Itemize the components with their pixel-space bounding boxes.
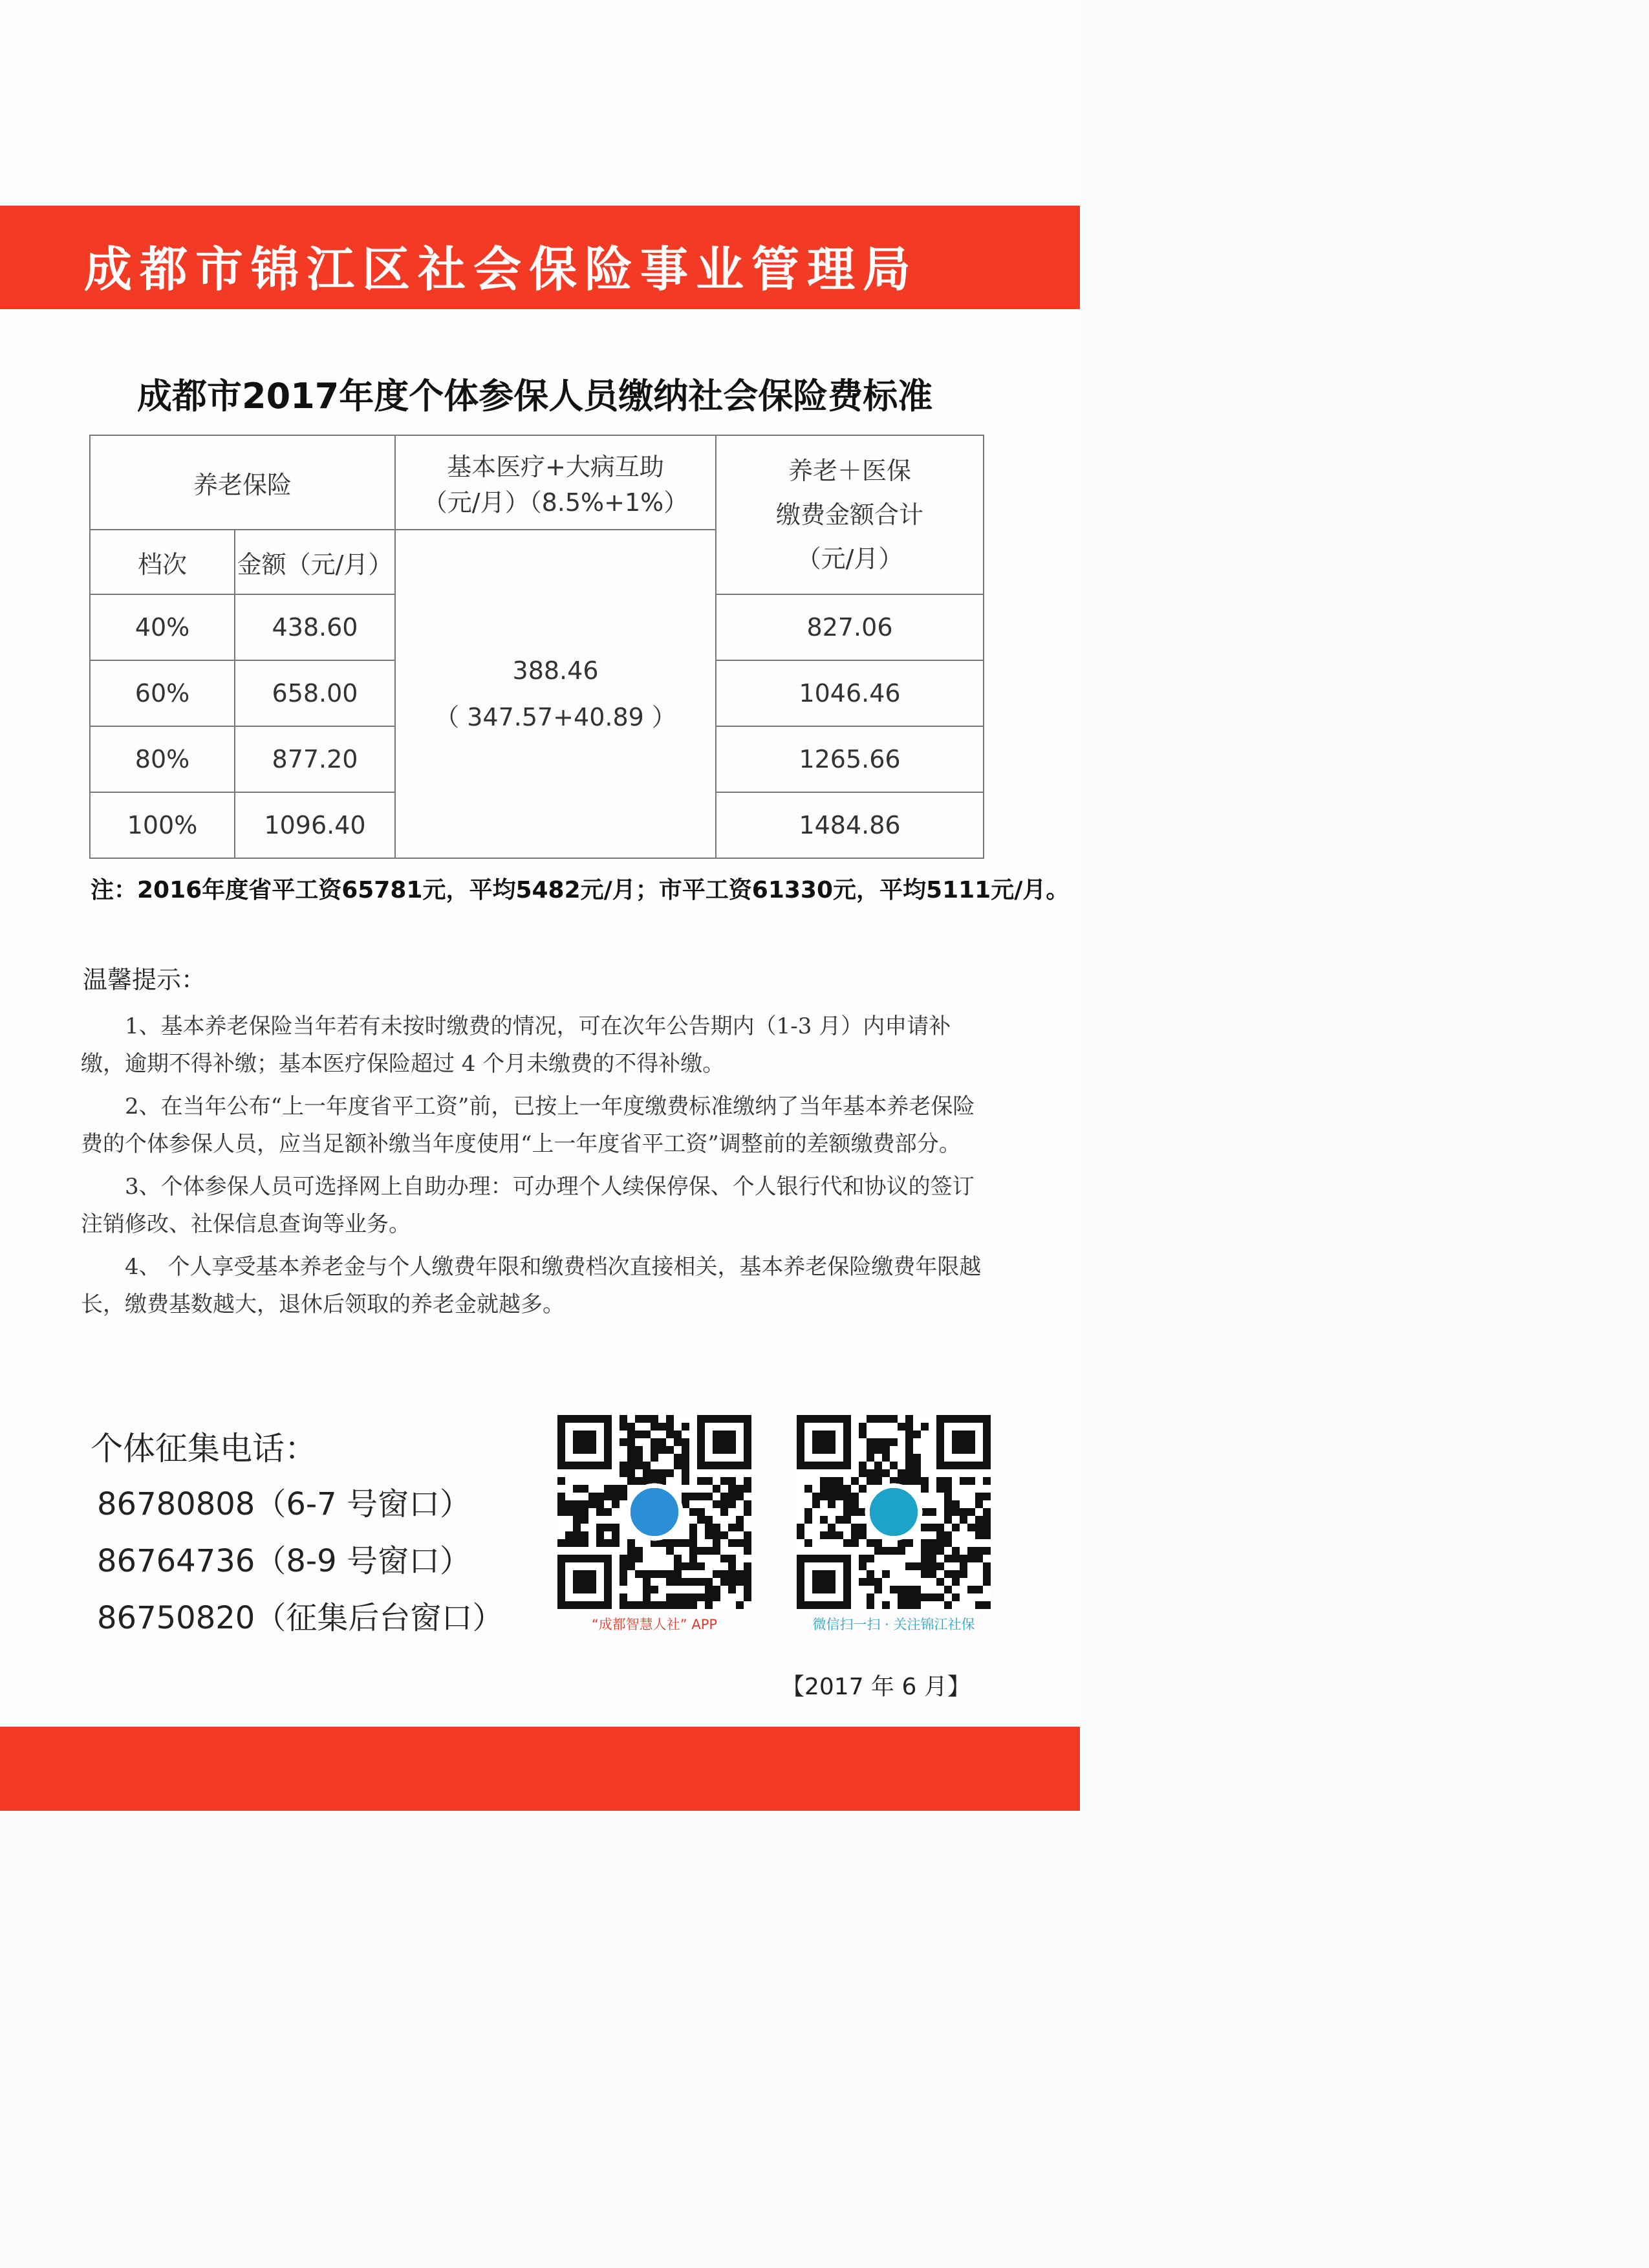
grade-cell: 80%	[90, 726, 235, 792]
jinjiang-shebao-logo	[867, 1485, 920, 1539]
issue-date: 【2017 年 6 月】	[781, 1674, 971, 1700]
grade-header: 档次	[90, 530, 235, 594]
qr-caption: 微信扫一扫 · 关注锦江社保	[812, 1617, 975, 1632]
tip-item: 2、在当年公布“上一年度省平工资”前，已按上一年度缴费标准缴纳了当年基本养老保险费的个体参保人员，应当足额补缴当年度使用“上一年度省平工资”调整前的差额缴费部分。	[81, 1094, 975, 1157]
qr-caption: “成都智慧人社” APP	[591, 1617, 718, 1632]
qr-code-app[interactable]	[551, 1415, 758, 1634]
amount-cell: 438.60	[235, 594, 395, 660]
phone-list	[97, 1476, 503, 1647]
total-header-line1: 养老＋医保	[788, 457, 912, 485]
medical-header	[395, 435, 716, 530]
total-cell: 1265.66	[716, 726, 984, 792]
tips-heading: 温馨提示：	[83, 966, 206, 994]
medical-value: 388.46	[512, 656, 599, 685]
amount-cell: 1096.40	[235, 792, 395, 858]
tips-list	[81, 1008, 993, 1328]
amount-header: 金额（元/月）	[235, 530, 395, 594]
total-cell: 827.06	[716, 594, 984, 660]
grade-cell: 40%	[90, 594, 235, 660]
total-header-line2: 缴费金额合计	[776, 501, 924, 529]
tip-item: 1、基本养老保险当年若有未按时缴费的情况，可在次年公告期内（1-3 月）内申请补缴，逾期不得补缴；基本医疗保险超过 4 个月未缴费的不得补缴。	[81, 1013, 951, 1077]
pension-header: 养老保险	[90, 435, 395, 530]
grade-cell: 100%	[90, 792, 235, 858]
qr-code-icon	[557, 1415, 751, 1609]
total-cell: 1484.86	[716, 792, 984, 858]
tip-item: 4、 个人享受基本养老金与个人缴费年限和缴费档次直接相关，基本养老保险缴费年限越长，缴费基数越大，退休后领取的养老金就越多。	[81, 1254, 982, 1317]
grade-cell: 60%	[90, 660, 235, 726]
footer-banner	[0, 1727, 1080, 1811]
document-title: 成都市2017年度个体参保人员缴纳社会保险费标准	[137, 376, 933, 416]
cloud-app-icon	[628, 1485, 681, 1539]
phone-item: 86750820（征集后台窗口）	[97, 1600, 504, 1636]
amount-cell: 658.00	[235, 660, 395, 726]
medical-breakdown: （ 347.57+40.89 ）	[435, 703, 676, 731]
total-header	[716, 435, 984, 594]
qr-code-wechat[interactable]	[790, 1415, 997, 1634]
fee-standard-table	[89, 435, 984, 859]
medical-header-line1: 基本医疗+大病互助	[447, 453, 664, 481]
total-header-line3: （元/月）	[796, 545, 903, 573]
total-cell: 1046.46	[716, 660, 984, 726]
phone-heading: 个体征集电话：	[91, 1430, 317, 1467]
medical-value-cell	[395, 530, 716, 858]
tip-item: 3、个体参保人员可选择网上自助办理：可办理个人续保停保、个人银行代和协议的签订注销修改、社保信息查询等业务。	[81, 1174, 975, 1237]
org-name: 成都市锦江区社会保险事业管理局	[84, 242, 918, 297]
wage-note: 注：2016年度省平工资65781元，平均5482元/月；市平工资61330元，平均5111元/月。	[91, 877, 1070, 903]
amount-cell: 877.20	[235, 726, 395, 792]
medical-header-line2: （元/月）（8.5%+1%）	[422, 488, 689, 517]
phone-item: 86780808（6-7 号窗口）	[97, 1486, 471, 1522]
phone-item: 86764736（8-9 号窗口）	[97, 1543, 471, 1579]
qr-code-icon	[797, 1415, 991, 1609]
